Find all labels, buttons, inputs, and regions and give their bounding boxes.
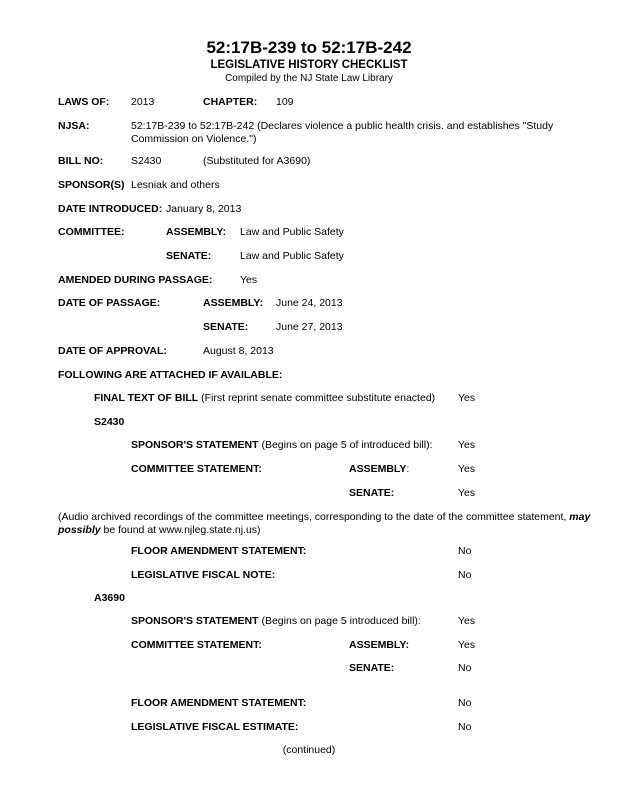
- date-introduced-value: January 8, 2013: [166, 203, 242, 215]
- passage-senate-value: June 27, 2013: [276, 321, 343, 333]
- bill-no-label: BILL NO:: [58, 155, 104, 167]
- audio-note-emph: may possibly: [58, 511, 591, 536]
- committee-senate-value: Law and Public Safety: [240, 250, 344, 262]
- chapter-value: 109: [276, 96, 294, 108]
- a3690-sponsor-value: Yes: [458, 615, 476, 627]
- s2430-senate-label: SENATE:: [349, 487, 395, 499]
- s2430-senate-value: Yes: [458, 487, 476, 499]
- passage-senate-label: SENATE:: [203, 321, 249, 333]
- a3690-fiscal-label: LEGISLATIVE FISCAL ESTIMATE:: [131, 721, 299, 733]
- a3690-sponsor-label: SPONSOR'S STATEMENT: [131, 615, 259, 627]
- amended-value: Yes: [240, 274, 258, 286]
- final-text-note: (First reprint senate committee substitute enacted): [198, 392, 436, 404]
- a3690-senate-value: No: [458, 662, 472, 674]
- passage-label: DATE OF PASSAGE:: [58, 297, 161, 309]
- s2430-assembly-colon: :: [406, 463, 410, 475]
- a3690-floor-value: No: [458, 697, 472, 709]
- approval-value: August 8, 2013: [203, 345, 274, 357]
- s2430-fiscal-value: No: [458, 569, 472, 581]
- passage-assembly-label: ASSEMBLY:: [203, 297, 264, 309]
- sponsors-value: Lesniak and others: [131, 179, 220, 191]
- bill-no-value: S2430: [131, 155, 162, 167]
- page-title: 52:17B-239 to 52:17B-242: [206, 38, 412, 57]
- a3690-committee-label: COMMITTEE STATEMENT:: [131, 639, 262, 651]
- sponsors-label: SPONSOR(S): [58, 179, 125, 191]
- passage-assembly-value: June 24, 2013: [276, 297, 343, 309]
- laws-of-label: LAWS OF:: [58, 96, 110, 108]
- amended-label: AMENDED DURING PASSAGE:: [58, 274, 213, 286]
- a3690-assembly-label: ASSEMBLY:: [349, 639, 410, 651]
- a3690-sponsor-row: [131, 615, 421, 628]
- committee-assembly-value: Law and Public Safety: [240, 226, 344, 238]
- laws-of-value: 2013: [131, 96, 155, 108]
- njsa-value: 52:17B-239 to 52:17B-242 (Declares violence a public health crisis. and establishes "Study Commission on Violence."): [131, 120, 554, 145]
- s2430-floor-label: FLOOR AMENDMENT STATEMENT:: [131, 545, 307, 557]
- s2430-assembly-label: ASSEMBLY: [349, 463, 407, 475]
- committee-assembly-label: ASSEMBLY:: [166, 226, 227, 238]
- date-introduced-label: DATE INTRODUCED:: [58, 203, 163, 215]
- continued-footer: (continued): [282, 744, 336, 756]
- page-subtitle: LEGISLATIVE HISTORY CHECKLIST: [210, 59, 408, 71]
- bill-no-note: (Substituted for A3690): [203, 155, 311, 167]
- committee-label: COMMITTEE:: [58, 226, 125, 238]
- approval-label: DATE OF APPROVAL:: [58, 345, 167, 357]
- a3690-assembly-value: Yes: [458, 639, 476, 651]
- audio-note-pre: (Audio archived recordings of the committee meetings, corresponding to the date of the committee statement,: [58, 511, 570, 523]
- a3690-fiscal-value: No: [458, 721, 472, 733]
- a3690-senate-label: SENATE:: [349, 662, 395, 674]
- s2430-floor-value: No: [458, 545, 472, 557]
- a3690-heading: A3690: [94, 592, 125, 604]
- s2430-sponsor-label: SPONSOR'S STATEMENT: [131, 439, 259, 451]
- chapter-label: CHAPTER:: [203, 96, 258, 108]
- njsa-label: NJSA:: [58, 120, 90, 132]
- a3690-floor-label: FLOOR AMENDMENT STATEMENT:: [131, 697, 307, 709]
- s2430-committee-label: COMMITTEE STATEMENT:: [131, 463, 262, 475]
- s2430-sponsor-row: [131, 439, 433, 452]
- committee-senate-label: SENATE:: [166, 250, 212, 262]
- s2430-heading: S2430: [94, 416, 125, 428]
- s2430-fiscal-label: LEGISLATIVE FISCAL NOTE:: [131, 569, 276, 581]
- final-text-value: Yes: [458, 392, 476, 404]
- final-text-row: [94, 392, 435, 405]
- final-text-label: FINAL TEXT OF BILL: [94, 392, 199, 404]
- attached-heading: FOLLOWING ARE ATTACHED IF AVAILABLE:: [58, 369, 283, 381]
- audio-note: [58, 511, 606, 537]
- a3690-sponsor-note: (Begins on page 5 introduced bill):: [258, 615, 421, 627]
- compiled-by: Compiled by the NJ State Law Library: [225, 73, 393, 84]
- s2430-assembly-value: Yes: [458, 463, 476, 475]
- s2430-sponsor-note: (Begins on page 5 of introduced bill):: [258, 439, 433, 451]
- s2430-assembly-row: [349, 463, 409, 476]
- audio-note-post: be found at www.njleg.state.nj.us): [100, 524, 261, 536]
- s2430-sponsor-value: Yes: [458, 439, 476, 451]
